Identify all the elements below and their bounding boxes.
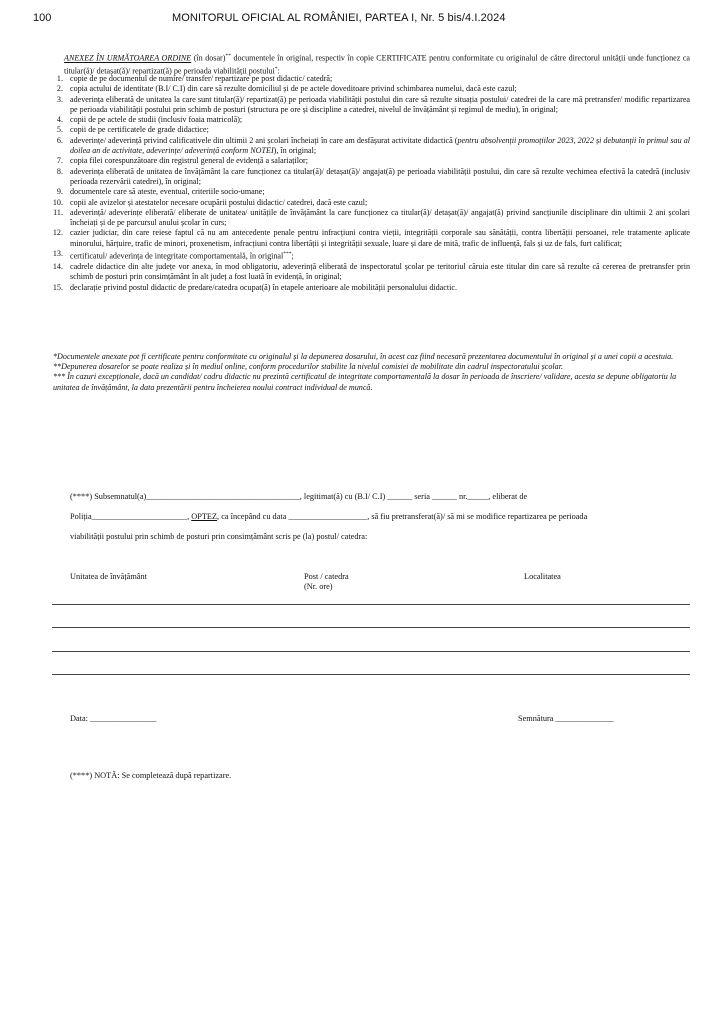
list-item: 15. declarație privind postul didactic de predare/catedra ocupat(ă) în etapele anterioare ale mobilității personalului didactic. xyxy=(52,282,457,292)
signature-field: Semnătura ______________ xyxy=(518,714,614,723)
completion-note: (****) NOTĂ: Se completează după repartizare. xyxy=(70,771,232,780)
footnotes xyxy=(53,352,691,393)
list-item: 9. documentele care să ateste, eventual, criteriile socio-umane; xyxy=(56,187,265,197)
optez-keyword: OPTEZ xyxy=(191,512,218,521)
declaration-line: (****) Subsemnatul(a)_____________________________________, legitimat(ă) cu (B.I/ C.I) ______ seria ______ nr._____, eliberat de xyxy=(70,492,528,501)
list-item: 8. adeverința eliberată de unitatea de învățământ la care funcționez ca titular(ă)/ detașat(ă)/ angajat(ă) pe perioada viabilității postului, din care să rezulte vechimea efectivă la catedră (inclusiv perioada rezervării catedrei), în original; xyxy=(56,166,690,186)
intro-sup-a: ** xyxy=(225,53,231,59)
declaration-paragraph xyxy=(70,487,690,547)
intro-text-a: (în dosar) xyxy=(191,53,226,63)
list-item: 14. cadrele didactice din alte județe vor anexa, în mod obligatoriu, adeverință eliberată de inspectoratul școlar pe teritoriul căruia este titular din care să rezulte că cererea de pretransfer prin schimb de posturi prin consimțământ în alt județ a fost luată în evidență, în original; xyxy=(52,262,690,282)
list-item: 13. certificatul/ adeverința de integritate comportamentală, în original***; xyxy=(52,249,294,261)
footnote: **Depunerea dosarelor se poate realiza și în mediul online, conform procedurilor stabilite la nivelul comisiei de mobilitate din cadrul inspectoratului școlar. xyxy=(53,362,563,372)
table-row-line xyxy=(52,627,690,628)
intro-text-b: documentele în original, respectiv în copie CERTIFICATE pentru conformitate cu originalul de către directorul unității unde funcționez ca titular(ă)/ detașat(ă)/ repartizat(ă) pe perioada viabilității postului xyxy=(64,53,691,76)
declaration-line: Poliția_______________________, OPTEZ, ca începând cu data ___________________, să fiu pretransferat(ă)/ să mi se modifice repartizarea pe perioada xyxy=(70,512,588,521)
list-item: 7. copia filei corespunzătoare din registrul general de evidență a salariaților; xyxy=(56,156,308,166)
table-row-line xyxy=(52,604,690,605)
footnote: *Documentele anexate pot fi certificate pentru conformitate cu originalul și la depunerea dosarului, în acest caz fiind necesară prezentarea documentului în original și a unei copii a acestuia. xyxy=(53,352,674,361)
list-item: 6. adeverințe/ adeverință privind calificativele din ultimii 2 ani școlari încheiați în care am desfășurat activitate didactică (pentru absolvenții promoțiilor 2023, 2022 și debutanții în primul sau al doilea an de activitate, adeverințe/ adeverință conform NOTEI), în original; xyxy=(56,135,690,156)
annex-lead: ANEXEZ ÎN URMĂTOAREA ORDINE xyxy=(64,53,192,63)
date-field: Data: ________________ xyxy=(70,714,157,723)
column-post: Post / catedra (Nr. ore) xyxy=(304,572,349,591)
gazette-title: MONITORUL OFICIAL AL ROMÂNIEI, PARTEA I, Nr. 5 bis/4.I.2024 xyxy=(172,12,506,24)
column-locality: Localitatea xyxy=(524,572,561,581)
list-item: 3. adeverința eliberată de unitatea la care sunt titular(ă)/ repartizat(ă) pe perioada viabilității postului din care să rezulte situația postului/ catedrei de la care mă pretransfer/ modific repartizarea pe perioada viabilității postului prin schimb de posturi (structura pe ore și discipline a catedrei, nivelul de învățământ și regimul de mediu), în original; xyxy=(56,94,690,114)
list-item: 2. copia actului de identitate (B.I/ C.I) din care să rezulte domiciliul și de pe actele doveditoare privind schimbarea numelui, dacă este cazul; xyxy=(56,84,517,94)
page-number: 100 xyxy=(33,12,52,24)
list-item: 12. cazier judiciar, din care reiese faptul că nu am antecedente penale pentru infracțiuni contra vieții, integrității corporale sau sănătății, contra libertății persoanei, rele tratamente aplicate minorului, hărțuire, trafic de minori, proxenetism, infracțiuni contra libertății și integrității sexuale, luare și dare de mită, trafic de influență, fals și uz de fals, furt calificat; xyxy=(52,228,690,248)
column-school: Unitatea de învățământ xyxy=(70,572,147,581)
declaration-line: viabilității postului prin schimb de posturi prin consimțământ scris pe (la) postul/ catedra: xyxy=(70,532,368,541)
list-item: 11. adeverință/ adeverințe eliberată/ eliberate de unitatea/ unitățile de învățământ la care funcționez ca titular(ă)/ detașat(ă)/ angajat(ă) privind sancțiunile disciplinare din ultimii 2 ani școlari încheiați și de pe parcursul anului școlar în curs; xyxy=(53,207,690,228)
list-item: 10. copii ale avizelor și atestatelor necesare ocupării postului didactic/ catedrei, dacă este cazul; xyxy=(52,197,368,207)
list-item: 1. copie de pe documentul de numire/ transfer/ repartizare pe post didactic/ catedră; xyxy=(56,74,333,83)
document-list xyxy=(44,74,690,293)
table-row-line xyxy=(52,674,690,675)
list-item: 4. copii de pe actele de studii (inclusiv foaia matricolă); xyxy=(56,115,243,125)
list-item: 5. copii de pe certificatele de grade didactice; xyxy=(56,125,209,135)
intro-sup-b: * xyxy=(274,65,278,72)
intro-text-c: : xyxy=(277,66,280,76)
footnote: *** În cazuri excepționale, dacă un candidat/ cadru didactic nu prezintă certificatul de integritate comportamentală la dosar în perioada de înscriere/ validare, acesta se depune obligatoriu la unitatea de învățământ, la data prezentării pentru încheierea noului contract individual de muncă. xyxy=(53,372,677,392)
table-row-line xyxy=(52,651,690,652)
